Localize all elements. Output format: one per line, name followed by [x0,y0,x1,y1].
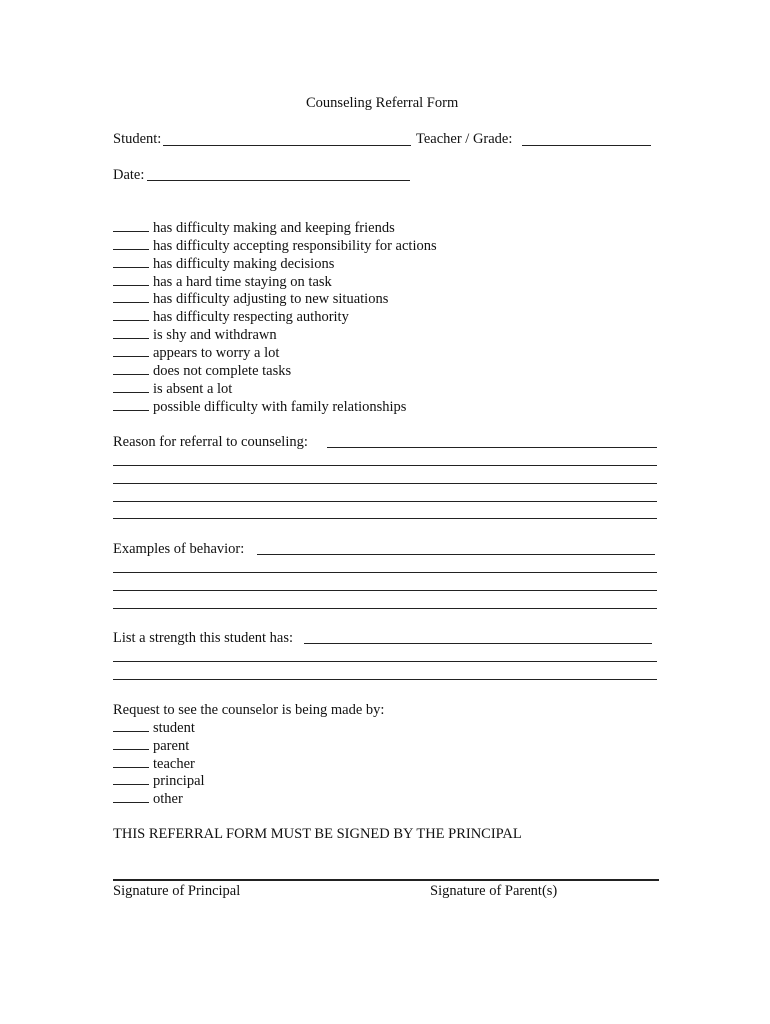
examples-line[interactable] [113,590,657,591]
requester-item-label: student [153,720,195,736]
student-label: Student: [113,131,162,147]
requester-item [113,737,189,755]
form-title: Counseling Referral Form [306,95,459,111]
teacher-grade-field[interactable] [522,145,651,146]
reason-line[interactable] [113,465,657,466]
check-blank[interactable] [113,362,149,375]
concern-item-label: is absent a lot [153,380,233,397]
check-blank[interactable] [113,219,149,232]
check-blank[interactable] [113,772,149,785]
concern-item [113,326,277,344]
concern-item-label: has difficulty adjusting to new situations [153,291,389,308]
parent-signature-label: Signature of Parent(s) [430,883,558,899]
requester-item-label: other [153,791,183,808]
examples-label: Examples of behavior: [113,541,245,557]
concern-item-label: has difficulty making decisions [153,255,335,272]
examples-line[interactable] [113,608,657,609]
check-blank[interactable] [113,398,149,411]
concern-item [113,255,334,273]
check-blank[interactable] [113,737,149,750]
date-label: Date: [113,167,145,183]
strength-label: List a strength this student has: [113,630,294,646]
concern-item-label: has difficulty making and keeping friends [153,220,395,236]
concern-item-label: does not complete tasks [153,362,292,379]
check-blank[interactable] [113,290,149,303]
concern-item [113,273,332,291]
concern-item [113,308,349,326]
principal-signature-label: Signature of Principal [113,883,241,899]
concern-item [113,344,279,362]
concern-item-label: possible difficulty with family relationships [153,398,407,415]
requester-item-label: teacher [153,755,195,772]
examples-field[interactable] [257,554,655,555]
concern-item-label: has difficulty accepting responsibility for actions [153,237,437,254]
teacher-grade-label: Teacher / Grade: [416,131,513,147]
concern-item [113,290,388,308]
strength-line[interactable] [113,661,657,662]
reason-line[interactable] [113,501,657,502]
examples-line[interactable] [113,572,657,573]
reason-label: Reason for referral to counseling: [113,434,308,450]
principal-notice: THIS REFERRAL FORM MUST BE SIGNED BY THE PRINCIPAL [113,826,522,842]
concern-item-label: is shy and withdrawn [153,327,277,344]
reason-line[interactable] [113,518,657,519]
date-field[interactable] [147,180,410,181]
check-blank[interactable] [113,790,149,803]
strength-line[interactable] [113,679,657,680]
reason-field[interactable] [327,447,657,448]
requester-item-label: principal [153,773,205,790]
check-blank[interactable] [113,273,149,286]
concern-item [113,398,406,416]
concern-item-label: has difficulty respecting authority [153,309,349,326]
concern-item [113,219,395,237]
requester-item [113,719,195,737]
signature-line[interactable] [113,879,659,881]
strength-field[interactable] [304,643,652,644]
student-field[interactable] [163,145,411,146]
check-blank[interactable] [113,380,149,393]
check-blank[interactable] [113,255,149,268]
reason-line[interactable] [113,483,657,484]
requester-item [113,772,205,790]
check-blank[interactable] [113,326,149,339]
requester-item [113,790,183,808]
concern-item [113,237,437,255]
check-blank[interactable] [113,308,149,321]
concern-item [113,362,291,380]
check-blank[interactable] [113,237,149,250]
check-blank[interactable] [113,344,149,357]
requester-item [113,755,195,773]
request-label: Request to see the counselor is being made by: [113,702,385,718]
check-blank[interactable] [113,719,149,732]
concern-item-label: has a hard time staying on task [153,273,332,290]
concern-item-label: appears to worry a lot [153,344,280,361]
requester-item-label: parent [153,737,190,754]
check-blank[interactable] [113,755,149,768]
concern-item [113,380,232,398]
